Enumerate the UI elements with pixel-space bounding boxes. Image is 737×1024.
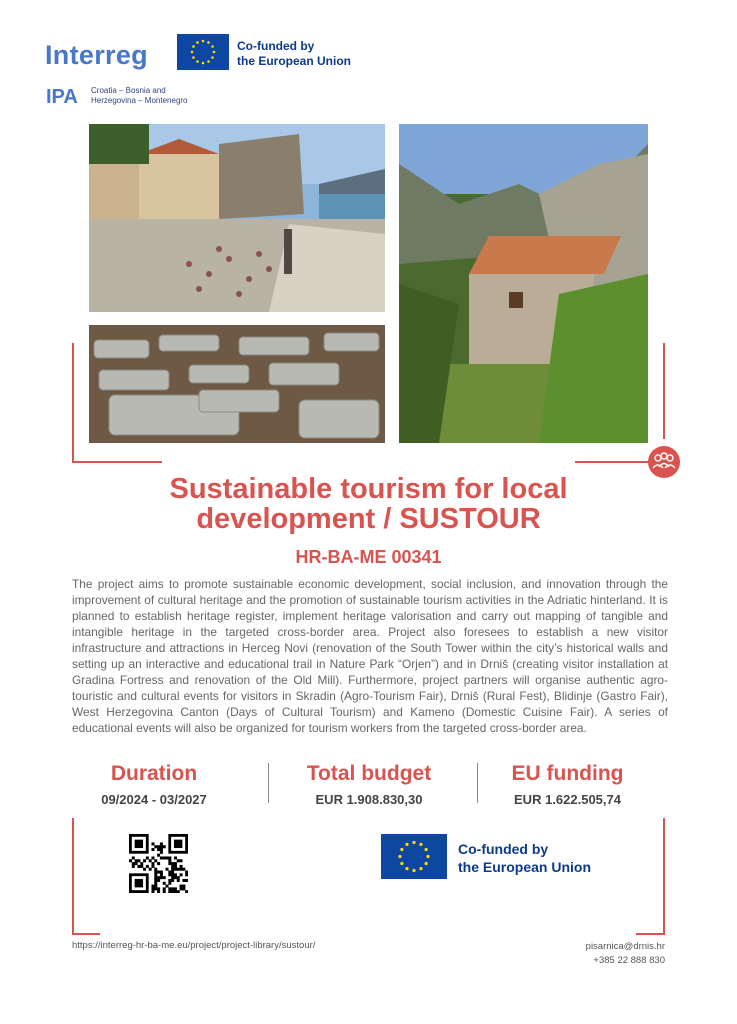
- photo-herceg-novi: [89, 124, 385, 312]
- budget-label: Total budget: [306, 762, 432, 785]
- ipa-region-line2: Herzegovina – Montenegro: [91, 96, 188, 105]
- duration-value: 09/2024 - 03/2027: [101, 792, 207, 807]
- project-title-line2: development / SUSTOUR: [196, 503, 541, 536]
- ipa-region-line1: Croatia – Bosnia and: [91, 86, 166, 95]
- cofunded-line1: Co-funded by: [237, 39, 315, 53]
- frame-line-left-bottom: [72, 461, 162, 463]
- qr-code-icon[interactable]: [129, 834, 188, 893]
- duration-block: [80, 762, 228, 807]
- frame-line-right-top: [663, 343, 665, 439]
- ipa-logo: IPA: [46, 86, 78, 108]
- stats-divider-2: [477, 763, 478, 803]
- contact-email-link[interactable]: pisarnica@drnis.hr: [585, 941, 665, 952]
- cofunded-label: [237, 39, 351, 69]
- footer-cofunded-line2: the European Union: [458, 858, 591, 875]
- eu-funding-block: [490, 762, 645, 807]
- frame-line-lower-left-foot: [72, 933, 100, 935]
- eu-flag-icon: [381, 834, 447, 879]
- project-description: The project aims to promote sustainable economic development, social inclusion, and innovation through the improvement of cultural heritage and the promotion of sustainable tourism activities in the Adriatic hinterland. It is planned to establish heritage register, implement heritage valorisation and carry out mapping of tangible and intangible heritage in the targeted cross-border area. Project also foresees to establish a new visitor infrastructure and attractions in Herceg Novi (renovation of the South Tower within the city’s historical walls and setting up an interactive and educational trail in Nature Park “Orjen”) and in Drniš (creating visitor installation at Gradina Fortress and renovation of the Old Mill). Furthermore, project partners will organise authentic agro-touristic and cultural events for visitors in Skradin (Agro-Tourism Fair), Drniš (Rural Fest), Blidinje (Gastro Fair), West Herzegovina Canton (Days of Cultural Tourism) and Kameno (Domestic Cuisine Fair). A series of educational events will also be organized for tourism workers from the targeted cross-border area.: [72, 577, 668, 735]
- frame-line-left-top: [72, 343, 74, 463]
- footer-cofunded-label: [458, 841, 591, 876]
- frame-line-lower-right-foot: [636, 933, 664, 935]
- frame-line-lower-left: [72, 818, 74, 935]
- photo-old-mill: [399, 124, 648, 443]
- interreg-logo: Interreg: [45, 40, 148, 70]
- project-url-link[interactable]: https://interreg-hr-ba-me.eu/project/project-library/sustour/: [72, 940, 316, 951]
- ipa-region: [91, 86, 188, 106]
- contact-phone: +385 22 888 830: [593, 954, 665, 966]
- project-code: HR-BA-ME 00341: [295, 547, 442, 567]
- frame-line-lower-right: [663, 818, 665, 935]
- eu-funding-value: EUR 1.622.505,74: [514, 792, 621, 807]
- footer-cofunded-line1: Co-funded by: [458, 841, 549, 857]
- project-title-line1: Sustainable tourism for local: [169, 473, 568, 505]
- eu-flag-icon: [177, 34, 229, 70]
- eu-funding-label: EU funding: [511, 762, 624, 785]
- duration-label: Duration: [110, 762, 198, 785]
- contact-info: [586, 940, 665, 968]
- stats-divider-1: [268, 763, 269, 803]
- frame-line-right-bottom: [575, 461, 649, 463]
- cofunded-line2: the European Union: [237, 54, 351, 68]
- budget-value: EUR 1.908.830,30: [315, 792, 423, 807]
- photo-stones: [89, 325, 385, 443]
- budget-block: [284, 762, 454, 807]
- project-title: [40, 474, 697, 535]
